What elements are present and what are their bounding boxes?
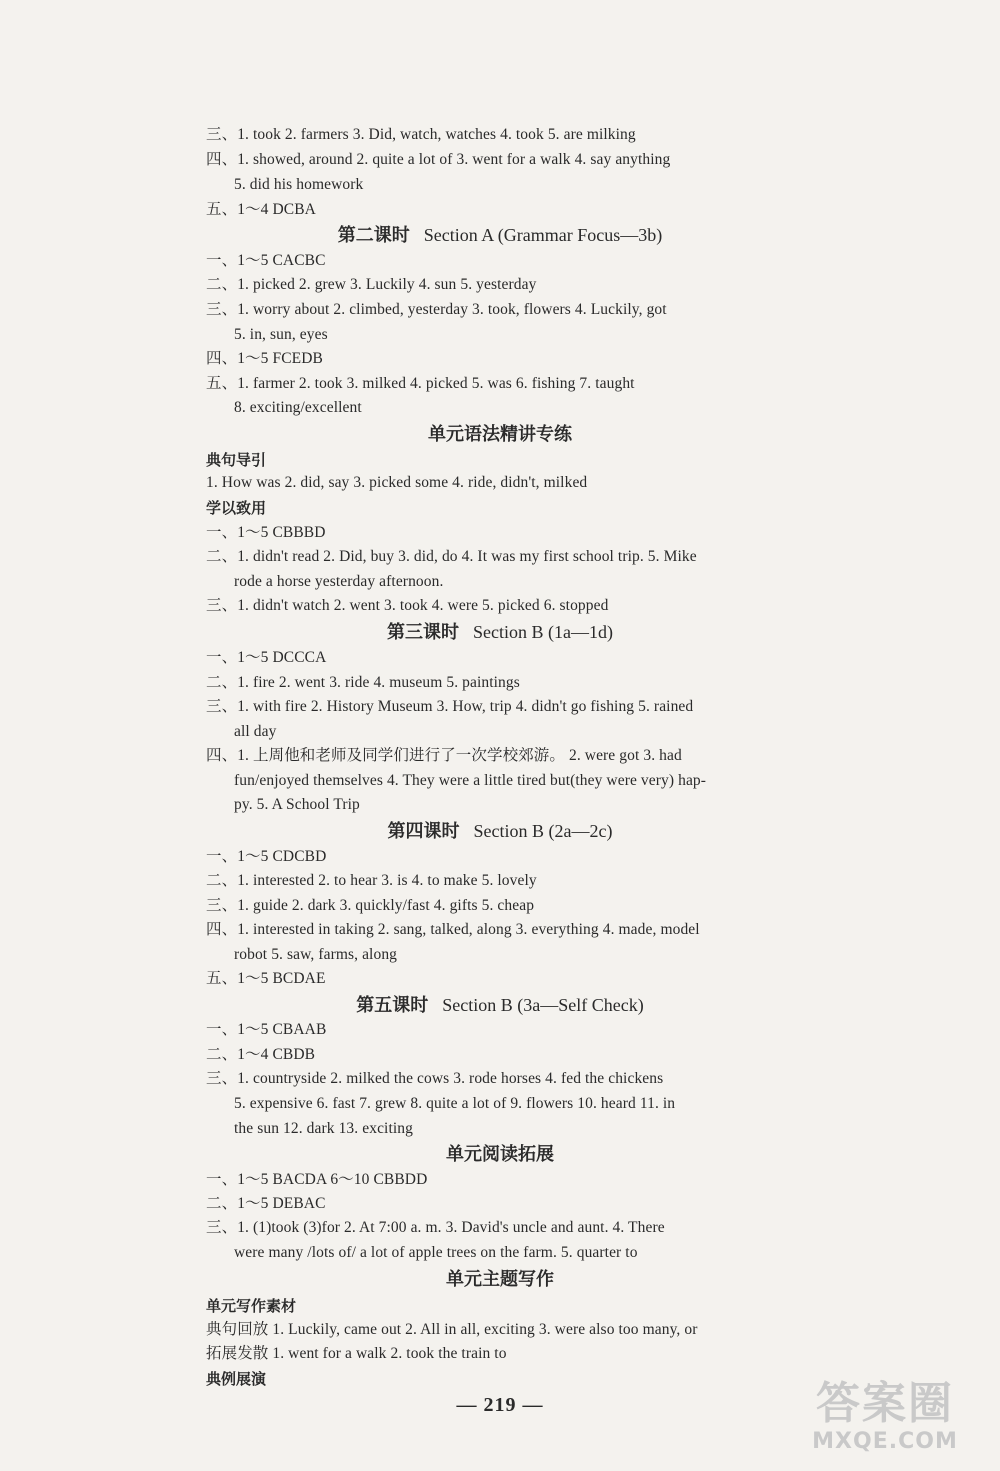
heading-section: Section B (3a—Self Check)	[442, 995, 644, 1015]
heading-section: Section A (Grammar Focus—3b)	[423, 225, 663, 245]
answer-line: 三、1. guide 2. dark 3. quickly/fast 4. gifts 5. cheap	[206, 897, 535, 914]
answer-line: 五、1～5 BCDAE	[206, 970, 326, 987]
answer-line: 一、1～5 CDCBD	[206, 848, 327, 865]
answer-line: 一、1～5 BACDA 6～10 CBBDD	[206, 1171, 428, 1188]
answer-line: 五、1～4 DCBA	[206, 201, 316, 218]
heading-section: Section B (1a—1d)	[473, 622, 613, 642]
answer-line: 三、1. took 2. farmers 3. Did, watch, watches 4. took 5. are milking	[206, 126, 636, 143]
section-heading	[0, 222, 1000, 248]
heading-title: 第四课时	[387, 821, 460, 841]
answer-line: 5. did his homework	[234, 176, 364, 193]
answer-line: 典句回放 1. Luckily, came out 2. All in all, exciting 3. were also too many, or	[206, 1321, 698, 1338]
answer-line: fun/enjoyed themselves 4. They were a little tired but(they were very) hap-	[234, 772, 707, 789]
answer-line: 三、1. didn't watch 2. went 3. took 4. were 5. picked 6. stopped	[206, 597, 609, 614]
answer-line: 5. expensive 6. fast 7. grew 8. quite a lot of 9. flowers 10. heard 11. in	[234, 1095, 676, 1112]
answer-line: the sun 12. dark 13. exciting	[234, 1120, 413, 1137]
answer-line: 四、1. showed, around 2. quite a lot of 3. went for a walk 4. say anything	[206, 151, 671, 168]
answer-line: 拓展发散 1. went for a walk 2. took the train to	[206, 1345, 507, 1362]
answer-line: 二、1. interested 2. to hear 3. is 4. to make 5. lovely	[206, 872, 537, 889]
answer-line: 五、1. farmer 2. took 3. milked 4. picked 5. was 6. fishing 7. taught	[206, 375, 635, 392]
answer-line: 二、1～4 CBDB	[206, 1046, 316, 1063]
sub-label: 典句导引	[206, 451, 267, 469]
answer-line: 二、1. fire 2. went 3. ride 4. museum 5. paintings	[206, 674, 520, 691]
answer-line: 三、1. worry about 2. climbed, yesterday 3. took, flowers 4. Luckily, got	[206, 301, 667, 318]
watermark-logo	[790, 1378, 980, 1458]
heading-title: 单元主题写作	[446, 1269, 554, 1289]
answer-line: 四、1. 上周他和老师及同学们进行了一次学校郊游。 2. were got 3. had	[206, 747, 682, 764]
answer-line: 三、1. countryside 2. milked the cows 3. rode horses 4. fed the chickens	[206, 1070, 664, 1087]
answer-line: 一、1～5 CACBC	[206, 252, 326, 269]
answer-line: 一、1～5 CBBBD	[206, 524, 326, 541]
answer-line: robot 5. saw, farms, along	[234, 946, 398, 963]
sub-label: 单元写作素材	[206, 1297, 297, 1315]
answer-line: 一、1～5 CBAAB	[206, 1021, 327, 1038]
sub-label: 学以致用	[206, 499, 267, 517]
answer-line: 三、1. with fire 2. History Museum 3. How, trip 4. didn't go fishing 5. rained	[206, 698, 694, 715]
answer-line: 1. How was 2. did, say 3. picked some 4. ride, didn't, milked	[206, 474, 588, 491]
section-heading	[0, 818, 1000, 844]
sub-label: 典例展演	[206, 1370, 267, 1388]
section-heading	[0, 619, 1000, 645]
heading-title: 单元阅读拓展	[446, 1144, 554, 1164]
answer-line: 四、1. interested in taking 2. sang, talked, along 3. everything 4. made, model	[206, 921, 700, 938]
heading-section: Section B (2a—2c)	[473, 821, 613, 841]
answer-line: 三、1. (1)took (3)for 2. At 7:00 a. m. 3. David's uncle and aunt. 4. There	[206, 1219, 665, 1236]
watermark-url: MXQE.COM	[812, 1429, 958, 1454]
answer-line: 二、1. picked 2. grew 3. Luckily 4. sun 5. yesterday	[206, 276, 537, 293]
answer-line: rode a horse yesterday afternoon.	[234, 573, 444, 590]
watermark-text: 答案圈	[816, 1378, 954, 1429]
answer-line: 二、1. didn't read 2. Did, buy 3. did, do 4. It was my first school trip. 5. Mike	[206, 548, 697, 565]
section-heading	[0, 1141, 1000, 1167]
answer-line: 5. in, sun, eyes	[234, 326, 328, 343]
answer-line: py. 5. A School Trip	[234, 796, 360, 813]
heading-title: 第三课时	[387, 622, 459, 642]
answer-line: 一、1～5 DCCCA	[206, 649, 327, 666]
answer-line: 二、1～5 DEBAC	[206, 1195, 326, 1212]
answer-line: 8. exciting/excellent	[234, 399, 362, 416]
page-number: — 219 —	[456, 1394, 544, 1416]
section-heading	[0, 1266, 1000, 1292]
heading-title: 单元语法精讲专练	[428, 424, 572, 444]
answer-line: were many /lots of/ a lot of apple trees on the farm. 5. quarter to	[234, 1244, 638, 1261]
heading-title: 第五课时	[356, 995, 429, 1015]
answer-line: 四、1～5 FCEDB	[206, 350, 323, 367]
section-heading	[0, 421, 1000, 447]
section-heading	[0, 992, 1000, 1018]
heading-title: 第二课时	[337, 225, 410, 245]
answer-line: all day	[234, 723, 277, 740]
